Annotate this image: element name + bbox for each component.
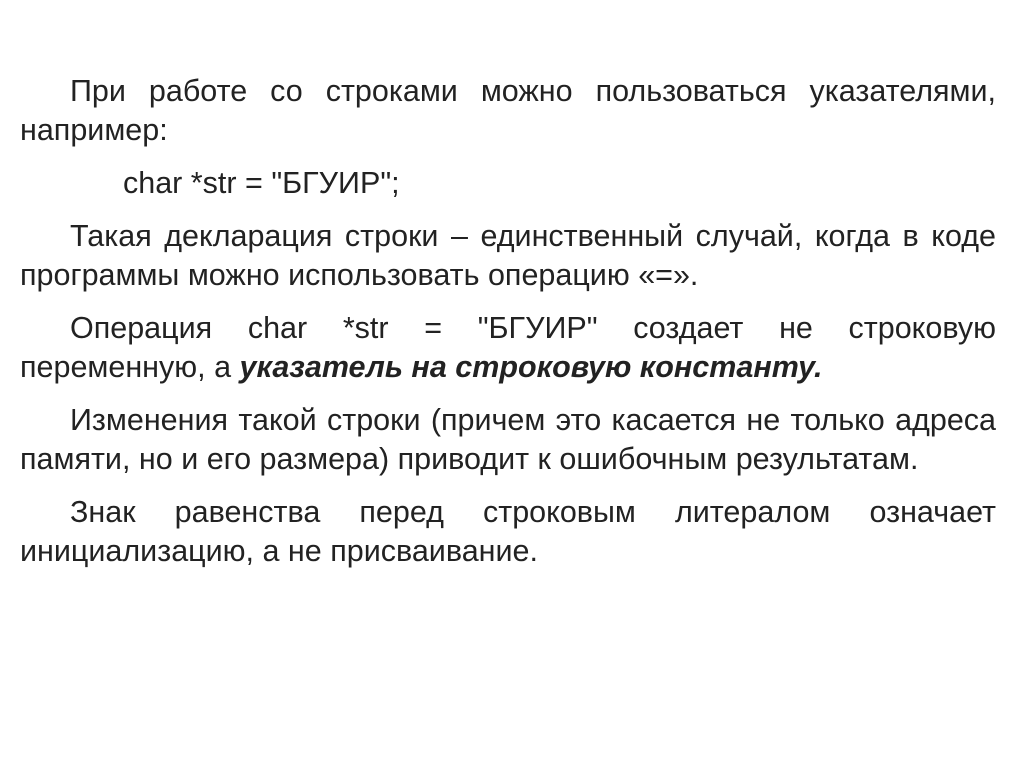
change-warning-paragraph: Изменения такой строки (причем это касается не только адреса памяти, но и его размера) приводит к ошибочным результатам. — [20, 403, 996, 476]
pointer-emphasis: указатель на строковую константу. — [239, 350, 823, 384]
operation-paragraph — [20, 309, 996, 387]
intro-paragraph: При работе со строками можно пользоваться указателями, например: — [20, 74, 996, 147]
operation-text: Операция char *str = "БГУИР" создает не строковую переменную, а — [20, 311, 996, 384]
code-example: char *str = "БГУИР"; — [123, 166, 400, 200]
equals-sign-paragraph: Знак равенства перед строковым литералом означает инициализацию, а не присваивание. — [20, 495, 996, 568]
slide-content — [20, 72, 996, 571]
declaration-note-paragraph: Такая декларация строки – единственный случай, когда в коде программы можно использовать операцию «=». — [20, 219, 996, 292]
